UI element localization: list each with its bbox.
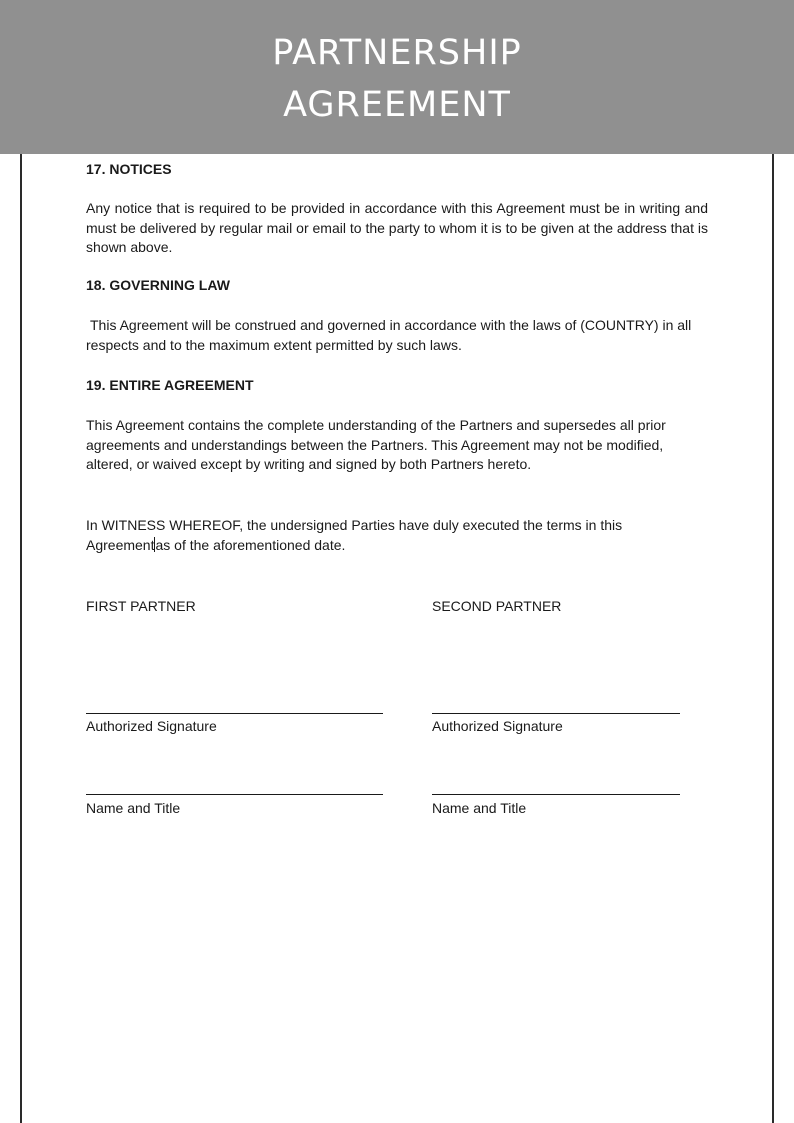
section-19-body: This Agreement contains the complete understanding of the Partners and supersedes all prior agreements and understandings between the Partners. This Agreement may not be modified, altered, or waived except by writing and signed by both Partners hereto. [86, 417, 666, 472]
first-partner-name-line [86, 794, 383, 795]
second-partner-name-title-label: Name and Title [432, 800, 527, 816]
second-partner-signature-line [432, 713, 680, 714]
section-17-heading: 17. NOTICES [86, 161, 172, 177]
second-partner-label: SECOND PARTNER [432, 598, 562, 614]
section-18-body: This Agreement will be construed and governed in accordance with the laws of (COUNTRY) in all respects and to the maximum extent permitted by such laws. [86, 317, 692, 353]
witness-clause [86, 516, 726, 555]
header-banner [0, 0, 794, 154]
first-partner-name-title-label: Name and Title [86, 800, 181, 816]
second-partner-name-line [432, 794, 680, 795]
witness-line-2-end: as of the aforementioned date. [155, 536, 346, 553]
witness-line-2-start: Agreement [86, 536, 155, 553]
witness-line-1: In WITNESS WHEREOF, the undersigned Parties have duly executed the terms in this [86, 517, 623, 533]
first-partner-signature-line [86, 713, 383, 714]
first-partner-authorized-signature-label: Authorized Signature [86, 718, 217, 734]
section-17-body: Any notice that is required to be provided in accordance with this Agreement must be in writing and must be delivered by regular mail or email to the party to whom it is to be given at the address that is shown above. [86, 200, 708, 255]
document-page [20, 154, 774, 1123]
second-partner-authorized-signature-label: Authorized Signature [432, 718, 563, 734]
first-partner-label: FIRST PARTNER [86, 598, 196, 614]
section-19-heading: 19. ENTIRE AGREEMENT [86, 377, 254, 393]
document-title: PARTNERSHIP AGREEMENT [272, 33, 522, 125]
section-18-heading: 18. GOVERNING LAW [86, 277, 230, 293]
